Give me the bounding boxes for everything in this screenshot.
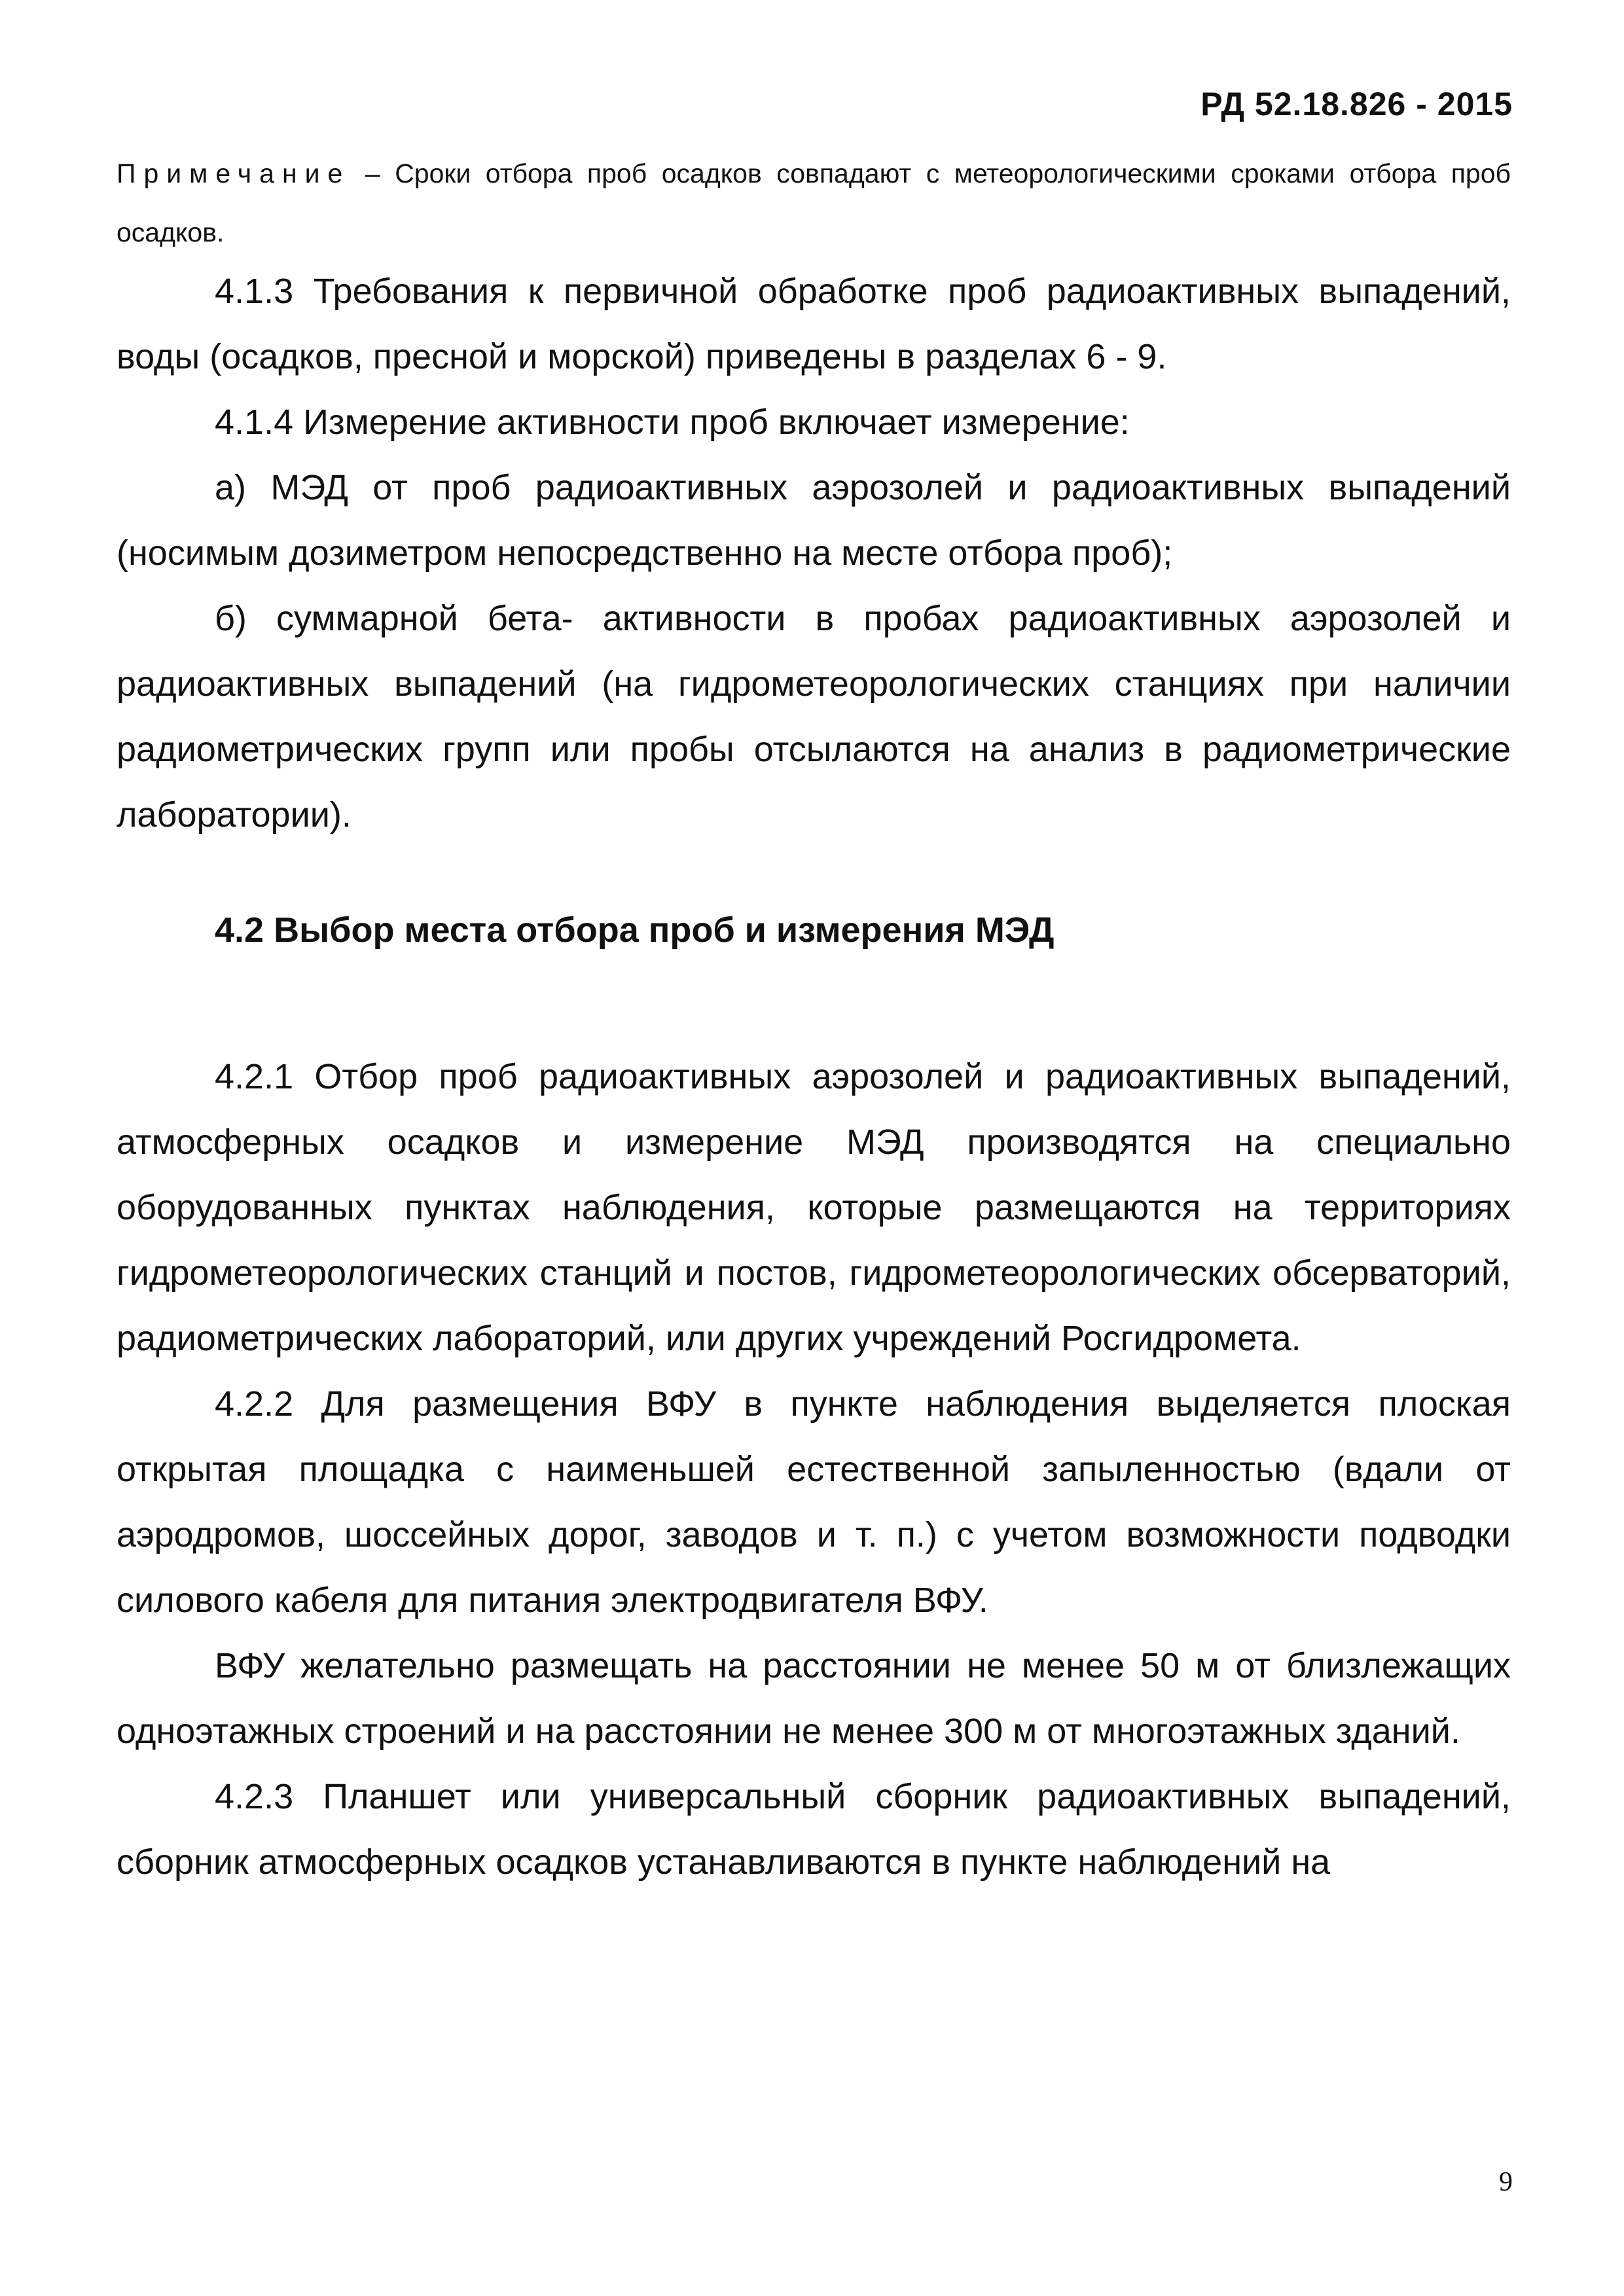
paragraph-item-a: а) МЭД от проб радиоактивных аэрозолей и радиоактивных выпадений (носимым дозиметром непосредственно на месте отбора проб);	[117, 468, 1511, 573]
section-heading-4-2: 4.2 Выбор места отбора проб и измерения МЭД	[215, 910, 1055, 950]
paragraph-item-b: б) суммарной бета- активности в пробах радиоактивных аэрозолей и радиоактивных выпадений (на гидрометеорологических станциях при наличии радиометрических групп или пробы отсылаются на анализ в радиометрические лаборатории).	[117, 599, 1511, 834]
paragraph-4-2-3: 4.2.3 Планшет или универсальный сборник радиоактивных выпадений, сборник атмосферных осадков устанавливаются в пункте наблюдений на	[117, 1777, 1511, 1882]
paragraph-4-1-4: 4.1.4 Измерение активности проб включает измерение:	[215, 403, 1130, 442]
document-code: РД 52.18.826 - 2015	[1200, 86, 1513, 122]
note-label: Примечание	[117, 158, 351, 188]
note-block	[117, 144, 1511, 262]
note-text: – Сроки отбора проб осадков совпадают с метеорологическими сроками отбора проб осадков.	[117, 158, 1511, 247]
paragraph-4-1-3: 4.1.3 Требования к первичной обработке проб радиоактивных выпадений, воды (осадков, пресной и морской) приведены в разделах 6 - 9.	[117, 272, 1511, 376]
section-4-2-text	[117, 1044, 1511, 1895]
paragraph-4-2-1: 4.2.1 Отбор проб радиоактивных аэрозолей и радиоактивных выпадений, атмосферных осадков и измерение МЭД производятся на специально оборудованных пунктах наблюдения, которые размещаются на территориях гидрометеорологических станций и постов, гидрометеорологических обсерваторий, радиометрических лабораторий, или других учреждений Росгидромета.	[117, 1057, 1511, 1358]
paragraph-4-2-2-continued: ВФУ желательно размещать на расстоянии не менее 50 м от близлежащих одноэтажных строений и на расстоянии не менее 300 м от многоэтажных зданий.	[117, 1646, 1511, 1751]
section-4-1-text	[117, 259, 1511, 848]
page-number: 9	[1499, 2167, 1513, 2197]
paragraph-4-2-2: 4.2.2 Для размещения ВФУ в пункте наблюдения выделяется плоская открытая площадка с наименьшей естественной запыленностью (вдали от аэродромов, шоссейных дорог, заводов и т. п.) с учетом возможности подводки силового кабеля для питания электродвигателя ВФУ.	[117, 1384, 1511, 1620]
